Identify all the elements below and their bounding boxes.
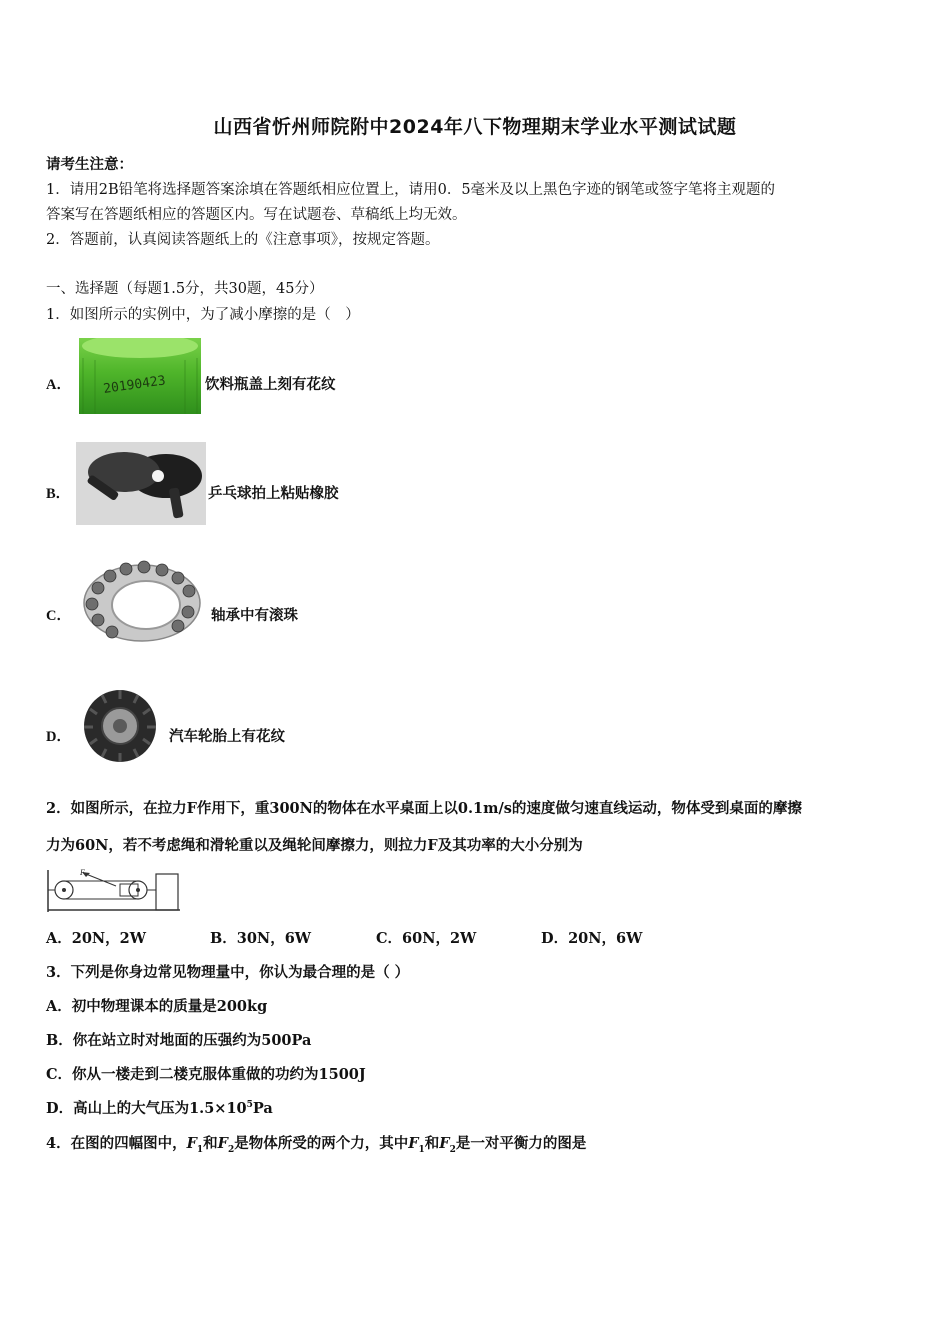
q4-pre: 4．在图的四幅图中， [46,1135,187,1152]
notice-line-2: 答案写在答题纸相应的答题区内。写在试题卷、草稿纸上均无效。 [46,207,467,223]
q4-f1-subscript: 1 [196,1144,204,1155]
ping-pong-paddle-image [76,442,206,525]
page-title: 山西省忻州师院附中2024年八下物理期末学业水平测试试题 [213,116,737,138]
notice-heading: 请考生注意： [46,156,133,173]
question-2-line-2: 力为60N，若不考虑绳和滑轮重以及绳轮间摩擦力，则拉力F及其功率的大小分别为 [46,837,583,854]
pulley-force-label: F [80,868,85,877]
bottle-cap-print: 20190423 [102,373,167,397]
q4-f2-symbol: F [217,1135,228,1152]
notice-line-1: 1．请用2B铅笔将选择题答案涂填在答题纸相应位置上，请用0．5毫米及以上黑色字迹的钢笔或签字笔将主观题的 [46,182,776,198]
q3-option-d-text: D．高山上的大气压为1.5×10 [46,1100,247,1117]
q3-option-d [46,1097,273,1118]
q3-option-b: B．你在站立时对地面的压强约为500Pa [46,1032,312,1049]
q2-option-b: B．30N，6W [210,930,312,947]
q1-option-a-label: A． [46,377,71,393]
q4-f2-subscript-2: 2 [449,1144,456,1155]
q3-option-d-unit: Pa [252,1100,273,1117]
q4-post: 是一对平衡力的图是 [455,1135,587,1152]
q1-option-a-text: 饮料瓶盖上刻有花纹 [205,376,336,393]
q2-option-c: C．60N，2W [376,930,477,947]
bearing-image [78,560,202,644]
q4-and-1: 和 [203,1135,218,1152]
q1-option-b-label: B． [46,486,71,502]
q1-option-c-label: C． [46,608,71,624]
q3-option-c: C．你从一楼走到二楼克服体重做的功约为1500J [46,1066,366,1083]
q2-option-d: D．20N，6W [541,930,643,947]
q3-option-d-exponent: 5 [246,1100,253,1111]
q3-option-a: A．初中物理课本的质量是200kg [46,998,268,1015]
bottle-cap-image [79,338,201,414]
question-1-stem: 1．如图所示的实例中，为了减小摩擦的是（ ） [46,307,360,323]
question-4-stem [46,1132,586,1155]
pulley-diagram [46,866,182,914]
q1-option-d-text: 汽车轮胎上有花纹 [169,728,285,745]
question-3-stem: 3．下列是你身边常见物理量中，你认为最合理的是（ ） [46,964,410,981]
q1-option-b-text: 乒乓球拍上粘贴橡胶 [208,485,339,502]
q4-f1-symbol-2: F [408,1135,419,1152]
q4-and-2: 和 [424,1135,440,1152]
notice-line-3: 2．答题前，认真阅读答题纸上的《注意事项》，按规定答题。 [46,232,440,248]
car-tire-image [80,687,160,765]
q4-mid: 是物体所受的两个力，其中 [234,1135,409,1152]
question-2-line-1: 2．如图所示，在拉力F作用下，重300N的物体在水平桌面上以0.1m/s的速度做匀速直线运动，物体受到桌面的摩擦 [46,800,802,817]
q1-option-c-text: 轴承中有滚珠 [211,607,298,624]
q2-option-a: A．20N，2W [46,930,147,947]
q1-option-d-label: D． [46,729,71,745]
q4-f2-subscript: 2 [227,1144,235,1155]
q4-f2-symbol-2: F [439,1135,450,1152]
section-heading: 一、选择题（每题1.5分，共30题，45分） [46,281,324,297]
q4-f1-subscript-2: 1 [418,1144,425,1155]
q4-f1-symbol: F [186,1135,197,1152]
